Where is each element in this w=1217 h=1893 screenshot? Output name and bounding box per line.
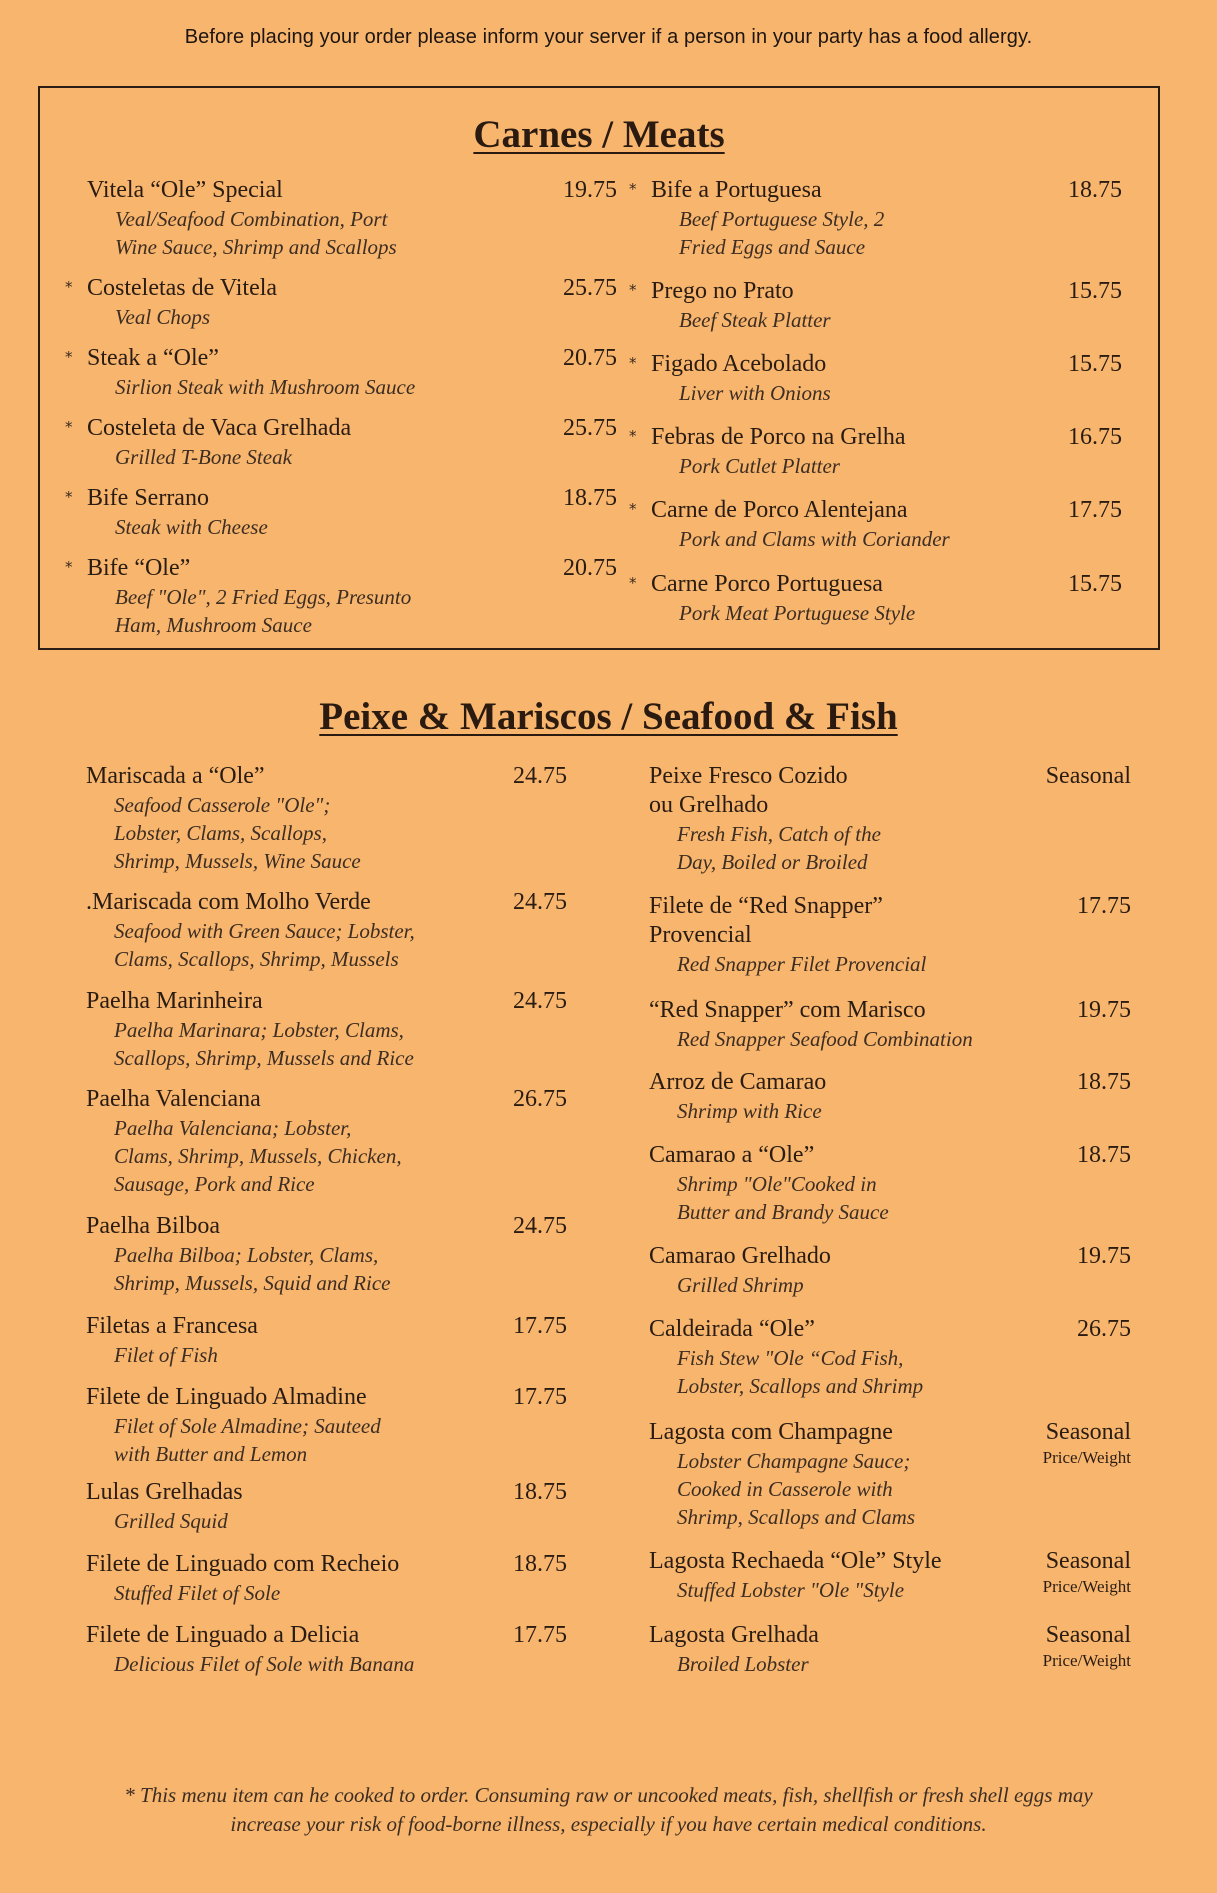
menu-item xyxy=(65,414,617,471)
menu-item xyxy=(649,1547,1131,1604)
menu-item xyxy=(629,570,1122,627)
cook-to-order-asterisk: * xyxy=(629,354,637,372)
menu-item xyxy=(86,1212,567,1297)
menu-item-price: 17.75 xyxy=(1068,497,1122,523)
menu-item-description: Sirlion Steak with Mushroom Sauce xyxy=(115,375,416,399)
menu-item-description: Filet of Fish xyxy=(114,1343,218,1367)
menu-item-price: 24.75 xyxy=(513,988,567,1014)
cook-to-order-asterisk: * xyxy=(629,500,637,518)
menu-item-name: Paelha Marinheira xyxy=(86,988,263,1014)
menu-item-description: Lobster Champagne Sauce; Cooked in Casserole with Shrimp, Scallops and Clams xyxy=(677,1449,916,1529)
menu-item-price: 25.75 xyxy=(563,415,617,441)
menu-item-description: Red Snapper Filet Provencial xyxy=(677,952,927,976)
menu-item xyxy=(87,176,617,261)
menu-item-description: Broiled Lobster xyxy=(677,1652,809,1676)
cook-to-order-asterisk: * xyxy=(629,427,637,445)
menu-item-name: .Mariscada com Molho Verde xyxy=(86,889,371,915)
menu-item xyxy=(629,496,1122,553)
menu-item-name: Paelha Bilboa xyxy=(86,1213,220,1239)
menu-item-price: 17.75 xyxy=(513,1313,567,1339)
cook-to-order-asterisk: * xyxy=(629,574,637,592)
menu-item-description: Paelha Valenciana; Lobster, Clams, Shrimp, Mussels, Chicken, Sausage, Pork and Rice xyxy=(114,1116,402,1196)
cook-to-order-asterisk: * xyxy=(65,488,73,506)
menu-item-description: Beef "Ole", 2 Fried Eggs, Presunto Ham, Mushroom Sauce xyxy=(115,585,412,637)
menu-item-description: Shrimp "Ole"Cooked in Butter and Brandy Sauce xyxy=(677,1172,889,1224)
menu-item-description: Red Snapper Seafood Combination xyxy=(677,1027,973,1051)
menu-item-name: Filete de Linguado com Recheio xyxy=(86,1551,400,1577)
menu-item-description: Grilled Squid xyxy=(114,1509,228,1533)
menu-item-description: Shrimp with Rice xyxy=(677,1099,822,1123)
menu-item-name: Filete de Linguado Almadine xyxy=(86,1384,367,1410)
menu-item-name: Bife a Portuguesa xyxy=(651,177,822,203)
menu-item xyxy=(649,996,1131,1053)
menu-item-description: Stuffed Lobster "Ole "Style xyxy=(677,1578,905,1602)
menu-item-name: Steak a “Ole” xyxy=(87,345,219,371)
menu-item-name: Camarao a “Ole” xyxy=(649,1142,815,1168)
menu-item-price: 18.75 xyxy=(563,485,617,511)
menu-item xyxy=(65,554,617,639)
menu-item xyxy=(86,1085,567,1198)
menu-item-name: Carne de Porco Alentejana xyxy=(651,497,908,523)
menu-item-description: Steak with Cheese xyxy=(115,515,268,539)
menu-item xyxy=(86,1478,567,1535)
menu-item-name: Lagosta Grelhada xyxy=(649,1622,819,1648)
menu-item-description: Delicious Filet of Sole with Banana xyxy=(114,1652,415,1676)
menu-item-name: Carne Porco Portuguesa xyxy=(651,571,883,597)
menu-item xyxy=(86,1383,567,1468)
allergy-notice: Before placing your order please inform your server if a person in your party has a food allergy. xyxy=(184,26,1033,48)
menu-item-name: Filete de “Red Snapper” Provencial xyxy=(649,893,883,948)
menu-item-description: Veal Chops xyxy=(115,305,211,329)
menu-item xyxy=(649,1068,1131,1125)
menu-item-description: Pork and Clams with Coriander xyxy=(679,527,950,551)
cook-to-order-asterisk: * xyxy=(65,418,73,436)
menu-item-name: Figado Acebolado xyxy=(651,351,827,377)
menu-item-price-note: Price/Weight xyxy=(1042,1448,1131,1467)
menu-item-name: Bife Serrano xyxy=(87,485,209,511)
menu-item xyxy=(86,1312,567,1369)
menu-item-name: Costeletas de Vitela xyxy=(87,275,278,301)
menu-item-description: Beef Steak Platter xyxy=(679,308,831,332)
menu-item-price: Seasonal xyxy=(1045,1548,1131,1574)
meats-section xyxy=(38,86,1160,650)
menu-item-price: Seasonal xyxy=(1045,1622,1131,1648)
menu-item-description: Stuffed Filet of Sole xyxy=(114,1581,281,1605)
menu-item xyxy=(86,1550,567,1607)
meats-title: Carnes / Meats xyxy=(473,113,725,156)
menu-item-price: 24.75 xyxy=(513,889,567,915)
menu-item-price: 15.75 xyxy=(1068,278,1122,304)
cook-to-order-asterisk: * xyxy=(65,558,73,576)
menu-item-price: 24.75 xyxy=(513,763,567,789)
cook-to-order-asterisk: * xyxy=(65,348,73,366)
menu-item-name: Arroz de Camarao xyxy=(649,1069,827,1095)
menu-item-price: Seasonal xyxy=(1045,763,1131,789)
menu-item-price: 19.75 xyxy=(563,177,617,203)
menu-item xyxy=(86,987,567,1072)
menu-item-price: 20.75 xyxy=(563,555,617,581)
menu-item-description: Liver with Onions xyxy=(679,381,831,405)
menu-item-name: Febras de Porco na Grelha xyxy=(651,424,906,450)
menu-item-price: 17.75 xyxy=(513,1622,567,1648)
menu-item xyxy=(629,277,1122,334)
menu-item-description: Pork Meat Portuguese Style xyxy=(679,601,916,625)
menu-item xyxy=(86,1621,567,1678)
menu-item xyxy=(649,1141,1131,1226)
menu-item-price: 26.75 xyxy=(1077,1316,1131,1342)
menu-item xyxy=(629,176,1122,261)
menu-item-price: 17.75 xyxy=(1077,893,1131,919)
menu-item-price: 19.75 xyxy=(1077,1243,1131,1269)
menu-item-description: Veal/Seafood Combination, Port Wine Sauce, Shrimp and Scallops xyxy=(115,207,397,259)
menu-item-name: Lagosta com Champagne xyxy=(649,1419,893,1445)
menu-item-name: Bife “Ole” xyxy=(87,555,191,581)
menu-item-description: Seafood with Green Sauce; Lobster, Clams, Scallops, Shrimp, Mussels xyxy=(114,919,415,971)
menu-item-description: Pork Cutlet Platter xyxy=(679,454,840,478)
raw-food-footnote: * This menu item can he cooked to order. Consuming raw or uncooked meats, fish, shellfish or fresh shell eggs may increase your risk of food-borne illness, especially if you have certain medical conditions. xyxy=(124,1783,1093,1836)
menu-item xyxy=(65,484,617,541)
menu-item xyxy=(86,888,567,973)
menu-item-description: Fresh Fish, Catch of the Day, Boiled or Broiled xyxy=(677,822,881,874)
seafood-title: Peixe & Mariscos / Seafood & Fish xyxy=(319,695,898,738)
menu-item-name: “Red Snapper” com Marisco xyxy=(649,997,926,1023)
menu-item xyxy=(86,762,567,875)
menu-item-price: 16.75 xyxy=(1068,424,1122,450)
menu-item-price: 15.75 xyxy=(1068,351,1122,377)
menu-item-description: Paelha Marinara; Lobster, Clams, Scallops, Shrimp, Mussels and Rice xyxy=(114,1018,414,1070)
menu-item-price: 15.75 xyxy=(1068,571,1122,597)
menu-item-price: 18.75 xyxy=(1068,177,1122,203)
menu-item-description: Grilled Shrimp xyxy=(677,1273,804,1297)
menu-item-name: Peixe Fresco Cozido ou Grelhado xyxy=(649,763,848,818)
menu-item-name: Prego no Prato xyxy=(651,278,794,304)
menu-item-name: Costeleta de Vaca Grelhada xyxy=(87,415,352,441)
menu-item-price: 17.75 xyxy=(513,1384,567,1410)
menu-item-name: Vitela “Ole” Special xyxy=(87,177,283,203)
menu-item xyxy=(649,762,1131,876)
menu-item-price: 18.75 xyxy=(513,1551,567,1577)
menu-item xyxy=(649,1242,1131,1299)
menu-item-price: 24.75 xyxy=(513,1213,567,1239)
menu-item-price: 18.75 xyxy=(1077,1069,1131,1095)
menu-item-price: Seasonal xyxy=(1045,1419,1131,1445)
menu-item-name: Paelha Valenciana xyxy=(86,1086,261,1112)
menu-item-description: Filet of Sole Almadine; Sauteed with Butter and Lemon xyxy=(114,1414,381,1466)
cook-to-order-asterisk: * xyxy=(629,281,637,299)
menu-item-price: 26.75 xyxy=(513,1086,567,1112)
menu-item-price: 19.75 xyxy=(1077,997,1131,1023)
menu-item-name: Camarao Grelhado xyxy=(649,1243,831,1269)
menu-item xyxy=(649,892,1131,978)
menu-item-price-note: Price/Weight xyxy=(1042,1577,1131,1596)
menu-item-price-note: Price/Weight xyxy=(1042,1651,1131,1670)
menu-item xyxy=(629,350,1122,407)
menu-item xyxy=(649,1315,1131,1400)
menu-item-name: Caldeirada “Ole” xyxy=(649,1316,815,1342)
menu-item-name: Lulas Grelhadas xyxy=(86,1479,243,1505)
menu-item-description: Paelha Bilboa; Lobster, Clams, Shrimp, Mussels, Squid and Rice xyxy=(114,1243,391,1295)
menu-item-name: Filetas a Francesa xyxy=(86,1313,258,1339)
menu-item xyxy=(629,423,1122,480)
menu-item-name: Mariscada a “Ole” xyxy=(86,763,265,789)
menu-item-price: 25.75 xyxy=(563,275,617,301)
menu-item-description: Seafood Casserole "Ole"; Lobster, Clams, Scallops, Shrimp, Mussels, Wine Sauce xyxy=(114,793,361,873)
menu-item xyxy=(65,274,617,331)
menu-item-name: Lagosta Rechaeda “Ole” Style xyxy=(649,1548,942,1574)
cook-to-order-asterisk: * xyxy=(65,278,73,296)
menu-item-price: 20.75 xyxy=(563,345,617,371)
menu-item-description: Grilled T-Bone Steak xyxy=(115,445,292,469)
menu-item-name: Filete de Linguado a Delicia xyxy=(86,1622,360,1648)
menu-item xyxy=(649,1418,1131,1531)
menu-item-description: Beef Portuguese Style, 2 Fried Eggs and Sauce xyxy=(679,207,885,259)
menu-item xyxy=(649,1621,1131,1678)
menu-item-price: 18.75 xyxy=(1077,1142,1131,1168)
menu-item-price: 18.75 xyxy=(513,1479,567,1505)
menu-item-description: Fish Stew "Ole “Cod Fish, Lobster, Scallops and Shrimp xyxy=(677,1346,924,1398)
menu-item xyxy=(65,344,617,401)
cook-to-order-asterisk: * xyxy=(629,180,637,198)
